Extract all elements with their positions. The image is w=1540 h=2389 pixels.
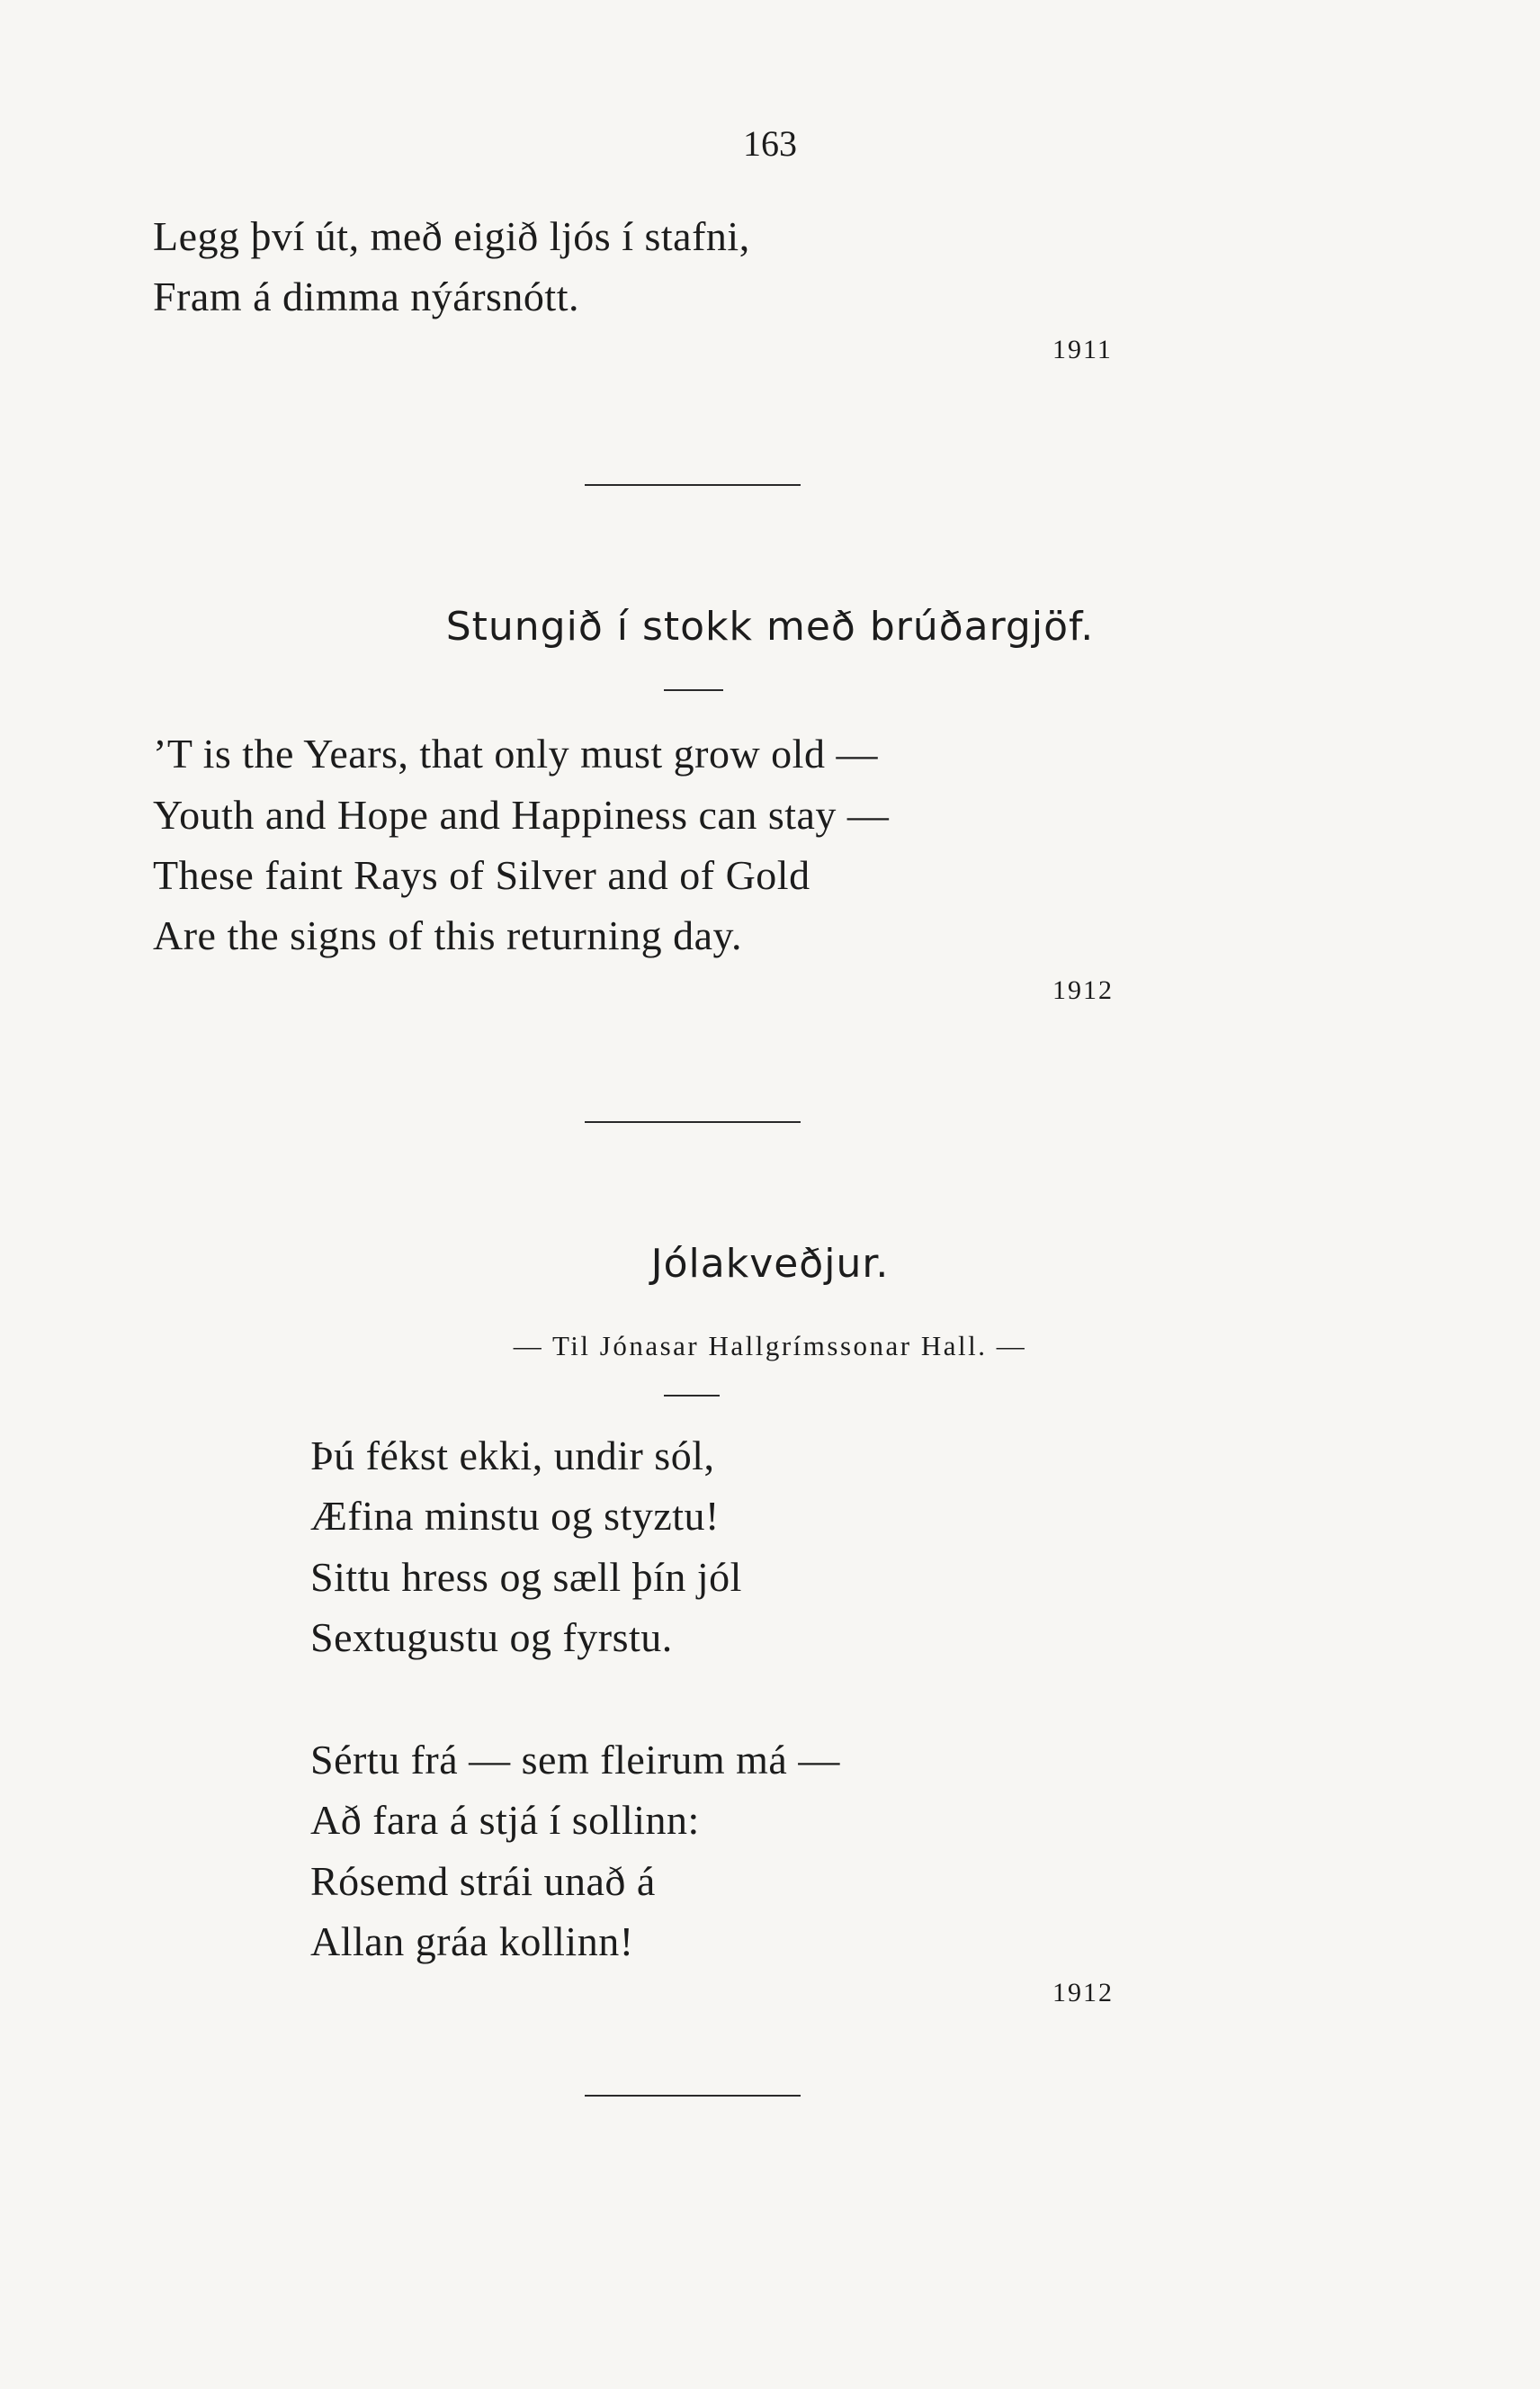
stanza-two-line: Að fara á stjá í sollinn: <box>310 1797 700 1843</box>
poem-one-line: ’T is the Years, that only must grow old — <box>153 731 878 777</box>
page-number: 163 <box>743 123 797 164</box>
fragment-line: Legg því út, með eigið ljós í stafni, <box>153 213 750 259</box>
stanza-two-line: Allan gráa kollinn! <box>310 1918 634 1964</box>
fragment-line: Fram á dimma nýársnótt. <box>153 274 579 319</box>
poem-two-title: Jólakveðjur. <box>650 1241 890 1287</box>
stanza-one-line: Sextugustu og fyrstu. <box>310 1614 673 1660</box>
stanza-one-line: Æfina minstu og styztu! <box>310 1493 720 1539</box>
fragment-year: 1911 <box>1052 335 1113 364</box>
title-divider <box>664 689 723 691</box>
poem-one-year: 1912 <box>1052 975 1114 1005</box>
poem-one-line: Youth and Hope and Happiness can stay — <box>153 792 890 838</box>
title-divider <box>664 1395 720 1397</box>
section-divider <box>585 2095 801 2097</box>
poem-one-title: Stungið í stokk með brúðargjöf. <box>445 604 1095 650</box>
poem-one-line: These faint Rays of Silver and of Gold <box>153 852 810 898</box>
poem-two-year: 1912 <box>1052 1978 1114 2007</box>
section-divider <box>585 484 801 486</box>
section-divider <box>585 1121 801 1123</box>
stanza-one-line: Þú fékst ekki, undir sól, <box>310 1433 715 1478</box>
stanza-two-line: Sértu frá — sem fleirum má — <box>310 1737 840 1783</box>
poem-one-line: Are the signs of this returning day. <box>153 912 743 958</box>
stanza-two-line: Rósemd strái unað á <box>310 1858 656 1904</box>
poem-two-dedication: — Til Jónasar Hallgrímssonar Hall. — <box>513 1330 1027 1361</box>
stanza-one-line: Sittu hress og sæll þín jól <box>310 1554 742 1600</box>
